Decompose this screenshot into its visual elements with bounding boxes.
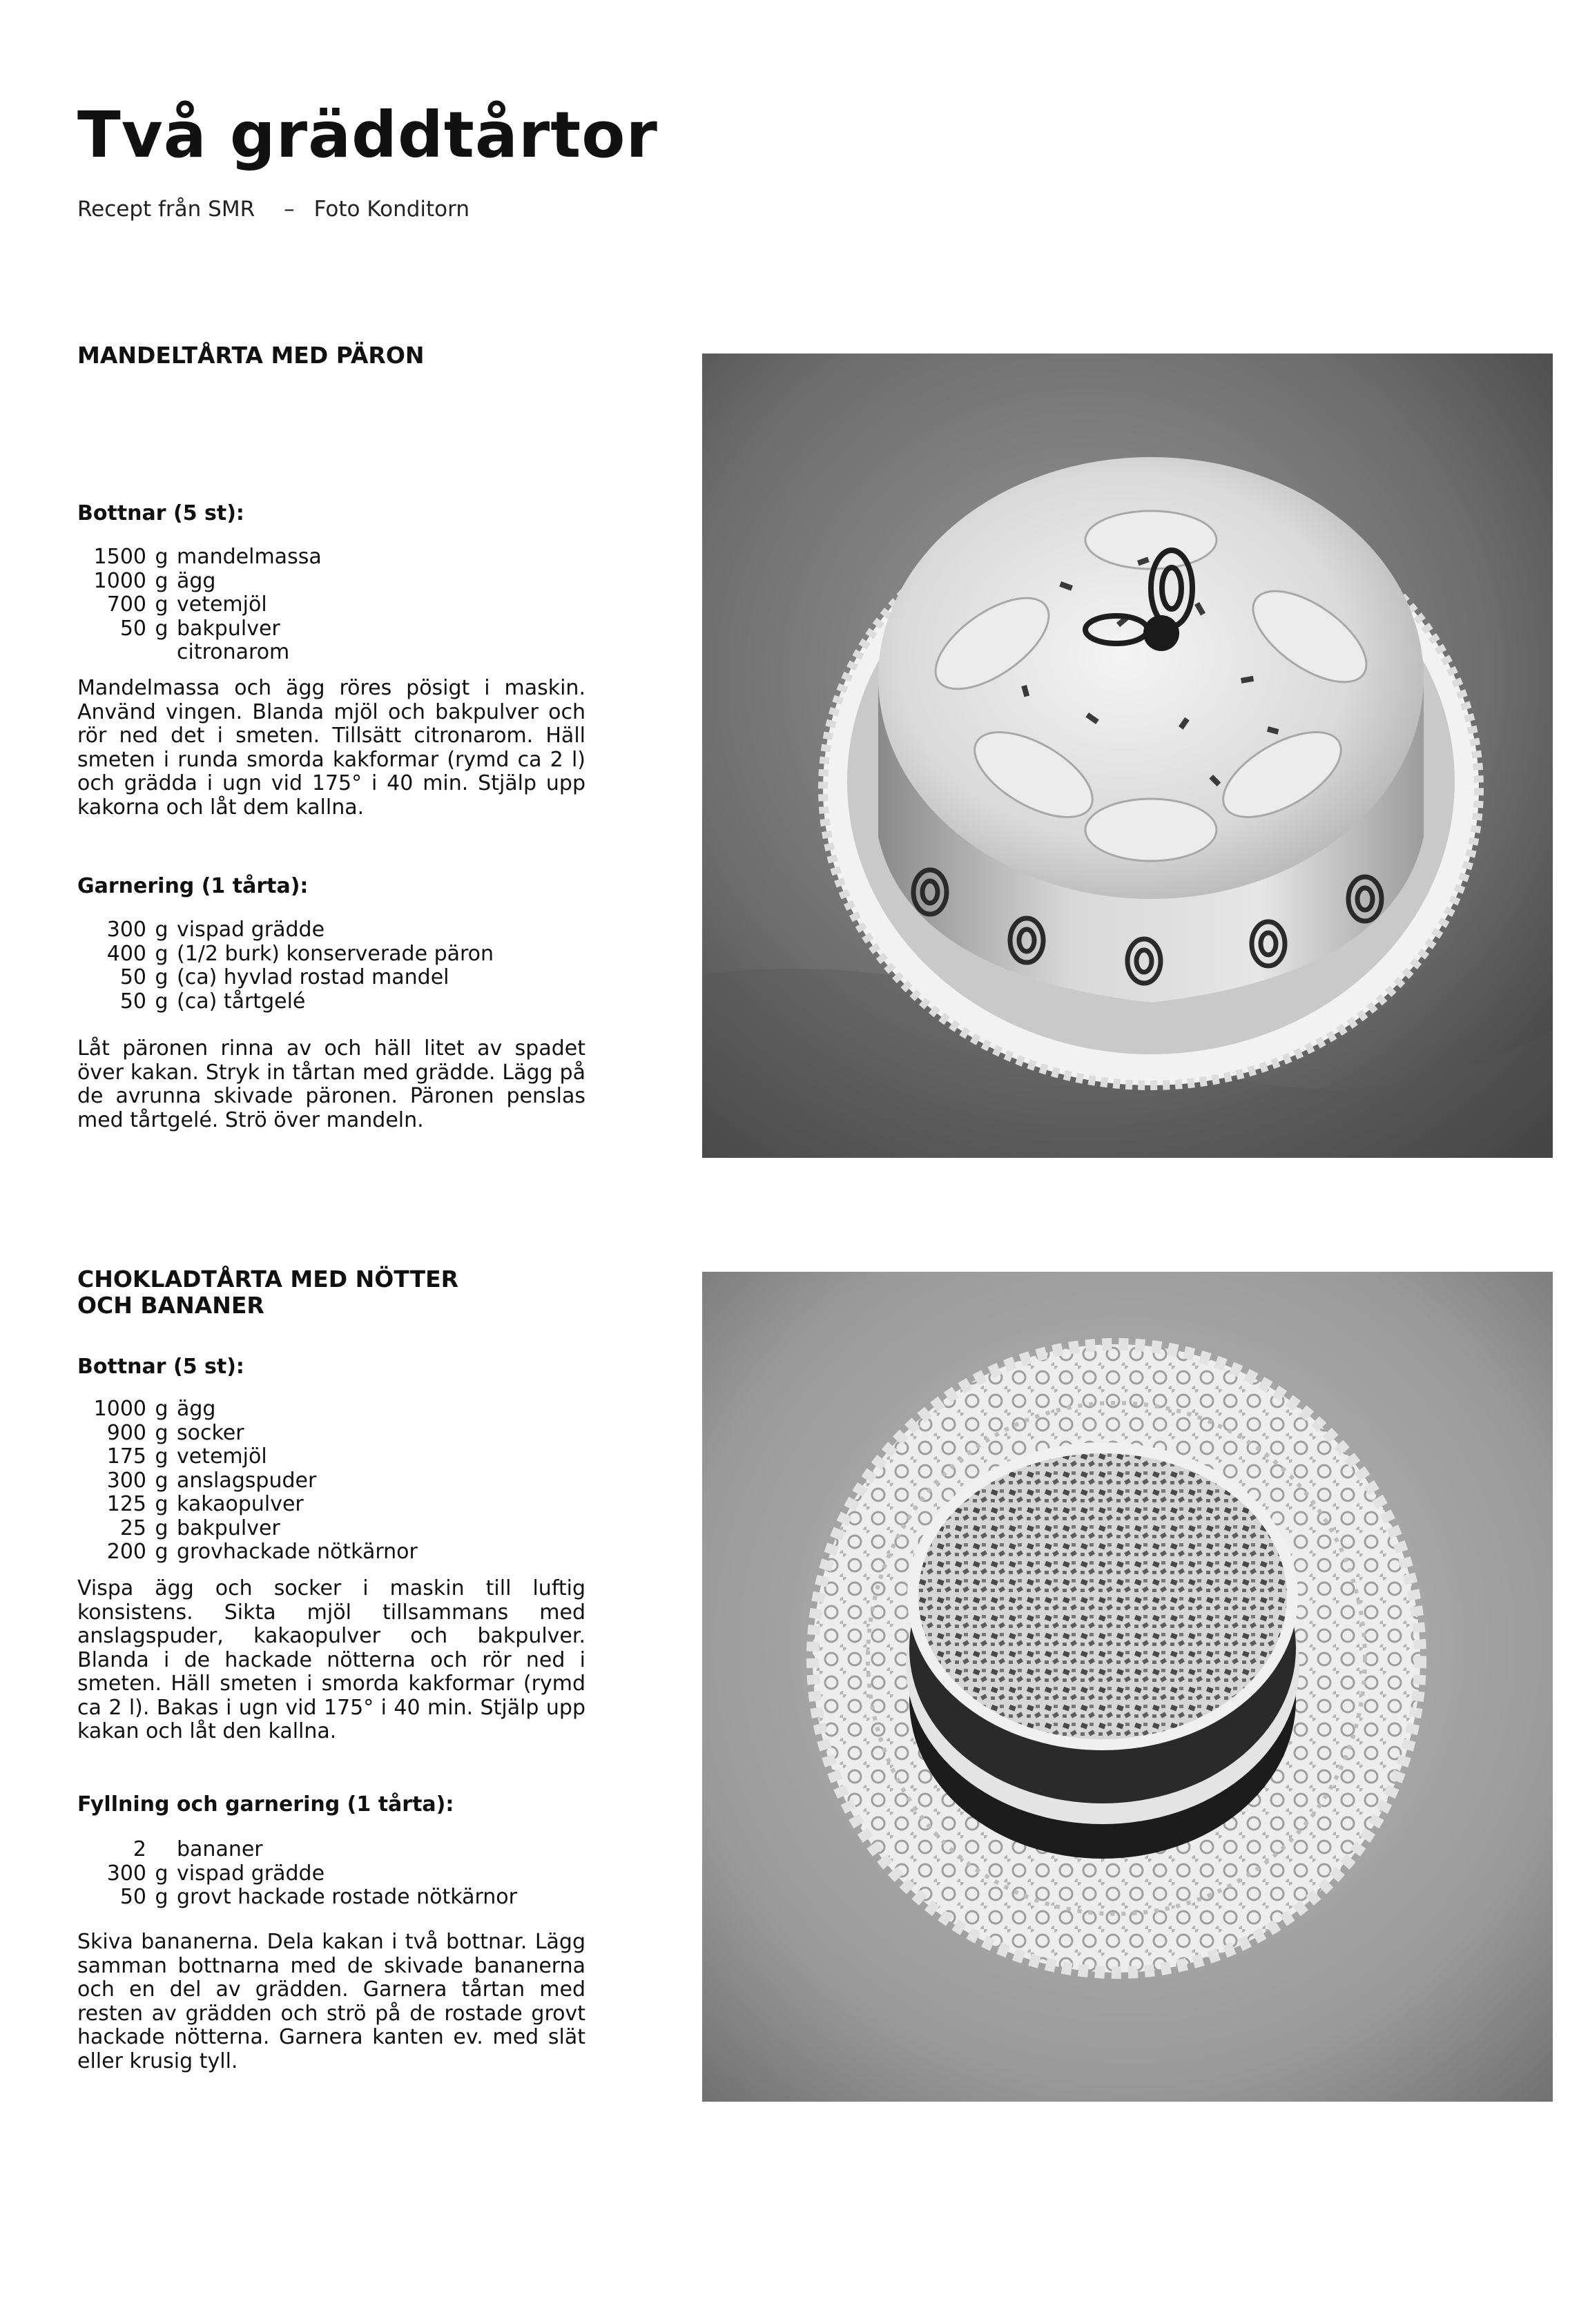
recipe1-garnish-instructions: Låt päronen rinna av och häll litet av spadet över kakan. Stryk in tårtan med grädde. Lägg på de avrunna skivade päronen. Päronen penslas med tårtgelé. Strö över mandeln. xyxy=(77,1036,585,1132)
credit-separator: – xyxy=(284,197,295,222)
ingredient-row: 1000 g ägg xyxy=(93,1397,216,1421)
ingredient-row: 200 g grovhackade nötkärnor xyxy=(106,1540,418,1564)
ingredient-row: 900 g socker xyxy=(106,1420,244,1445)
recipe1-bottoms-instructions: Mandelmassa och ägg röres pösigt i maskin. Använd vingen. Blanda mjöl och bakpulver och rör ned det i smeten. Tillsätt citronarom. Häll smeten i runda smorda kakformar (rymd ca 2 l) och grädda i ugn vid 175° i 40 min. Stjälp upp kakorna och låt dem kallna. xyxy=(77,676,585,820)
almond-pear-cake-photo xyxy=(702,354,1553,1158)
ingredient-row: 25 g bakpulver xyxy=(119,1516,280,1540)
recipe2-title-line2: OCH BANANER xyxy=(77,1292,264,1319)
recipe2-filling-instructions: Skiva bananerna. Dela kakan i två bottnar. Lägg samman bottnarna med de skivade bananerna och en del av grädden. Garnera tårtan med resten av grädden och strö på de rostade grovt hackade nötterna. Garnera kanten ev. med slät eller krusig tyll. xyxy=(77,1930,585,2073)
recipe2-bottoms-instructions: Vispa ägg och socker i maskin till luftig konsistens. Sikta mjöl tillsammans med anslagspuder, kakaopulver och bakpulver. Blanda i de hackade nötterna och rör ned i smeten. Häll smeten i smorda kakformar (rymd ca 2 l). Bakas i ugn vid 175° i 40 min. Stjälp upp kakan och låt den kallna. xyxy=(77,1576,585,1743)
ingredient-row: 175 g vetemjöl xyxy=(106,1444,267,1469)
ingredient-row: 50 g (ca) tårtgelé xyxy=(119,989,306,1014)
recipe-credit: Recept från SMR xyxy=(77,197,255,222)
ingredient-row: 50 g grovt hackade rostade nötkärnor xyxy=(119,1885,517,1909)
ingredient-row: 50 g bakpulver xyxy=(119,616,280,641)
recipe2-filling-heading: Fyllning och garnering (1 tårta): xyxy=(77,1792,454,1817)
ingredient-row: 300 g anslagspuder xyxy=(106,1468,317,1493)
ingredient-row: 700 g vetemjöl xyxy=(106,592,267,617)
recipe2-title xyxy=(77,1266,505,1319)
recipe1-garnish-ingredients xyxy=(77,918,588,1014)
recipe1-garnish-heading: Garnering (1 tårta): xyxy=(77,874,309,898)
recipe1-bottoms-heading: Bottnar (5 st): xyxy=(77,501,244,525)
recipe1-title: MANDELTÅRTA MED PÄRON xyxy=(77,342,425,369)
ingredient-row: 125 g kakaopulver xyxy=(106,1492,304,1516)
ingredient-row: 50 g (ca) hyvlad rostad mandel xyxy=(119,965,449,989)
recipe1-bottoms-ingredients xyxy=(77,545,588,665)
page-credits xyxy=(77,197,469,222)
recipe2-bottoms-heading: Bottnar (5 st): xyxy=(77,1355,244,1379)
chocolate-nut-cake-photo xyxy=(702,1272,1553,2102)
ingredient-row: 1000 g ägg xyxy=(93,568,216,593)
photo-credit: Foto Konditorn xyxy=(313,197,469,222)
ingredient-row: 300 g vispad grädde xyxy=(106,918,325,942)
recipe2-title-line1: CHOKLADTÅRTA MED NÖTTER xyxy=(77,1266,459,1292)
ingredient-row: citronarom xyxy=(177,640,290,664)
recipe2-filling-ingredients xyxy=(77,1838,588,1910)
ingredient-row: 1500 g mandelmassa xyxy=(93,545,322,569)
ingredient-row: 400 g (1/2 burk) konserverade päron xyxy=(106,941,494,966)
recipe2-bottoms-ingredients xyxy=(77,1397,588,1565)
ingredient-row: 2 bananer xyxy=(133,1837,263,1861)
page-title: Två gräddtårtor xyxy=(77,98,658,172)
ingredient-row: 300 g vispad grädde xyxy=(106,1861,325,1886)
